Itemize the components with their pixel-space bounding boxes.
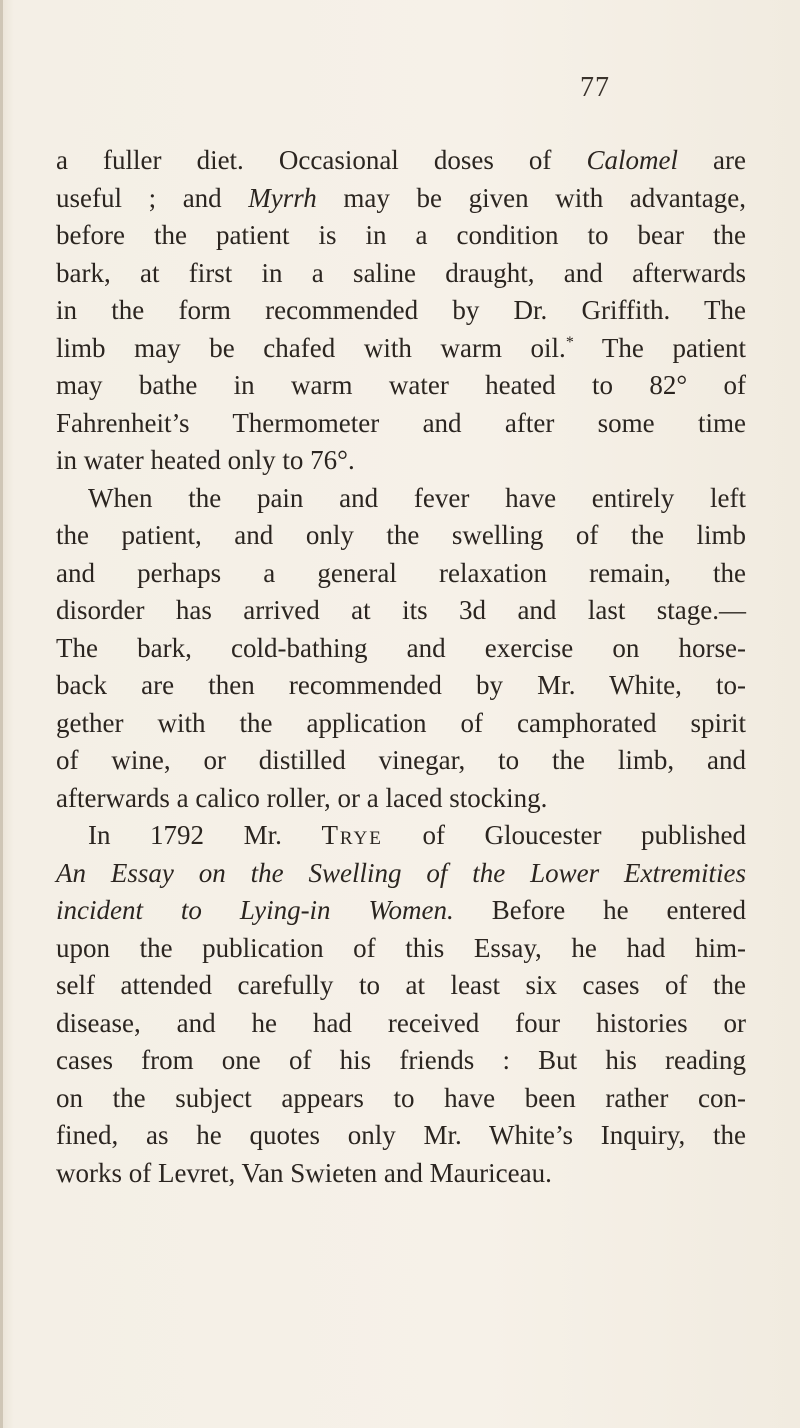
text-run: before the patient is in a condition to bear the — [56, 220, 746, 250]
text-run: of wine, or distilled vinegar, to the limb, and — [56, 745, 746, 775]
text-run: in the form recommended by Dr. Griffith. The — [56, 295, 746, 325]
body-text — [56, 142, 746, 1192]
text-line — [56, 480, 746, 518]
text-line — [56, 517, 746, 555]
text-line — [56, 855, 746, 893]
text-line — [56, 405, 746, 443]
text-line — [56, 1080, 746, 1118]
text-line — [56, 255, 746, 293]
text-run: In 1792 Mr. — [88, 820, 322, 850]
footnote-marker: * — [565, 333, 574, 351]
text-run: afterwards a calico roller, or a laced stocking. — [56, 782, 548, 813]
text-run: may be given with advantage, — [316, 182, 746, 213]
text-line — [56, 330, 746, 368]
italic-text: Myrrh — [248, 182, 317, 213]
text-run: back are then recommended by Mr. White, to- — [56, 670, 746, 700]
text-line — [56, 930, 746, 968]
text-line — [56, 742, 746, 780]
text-run: upon the publication of this Essay, he had him- — [56, 932, 746, 963]
text-run: and perhaps a general relaxation remain, the — [56, 557, 746, 588]
text-line — [56, 705, 746, 743]
text-run: of Gloucester published — [382, 820, 747, 850]
text-run: The bark, cold-bathing and exercise on horse- — [56, 632, 746, 663]
italic-text: Calomel — [586, 145, 678, 175]
text-run: limb may be chafed with warm oil. — [56, 332, 566, 363]
text-run: a fuller diet. Occasional doses of — [56, 145, 587, 175]
italic-text: incident to Lying-in Women. — [56, 895, 454, 925]
page-edge — [0, 0, 3, 1428]
italic-text: An Essay on the Swelling of the Lower Extremities — [56, 857, 746, 888]
text-run: works of Levret, Van Swieten and Mauriceau. — [56, 1157, 552, 1188]
text-run: are — [677, 145, 747, 175]
text-run: useful ; and — [56, 182, 249, 213]
text-run: bark, at first in a saline draught, and afterwards — [56, 257, 746, 288]
text-run: disease, and he had received four histories or — [56, 1007, 746, 1038]
text-run: on the subject appears to have been rather con- — [56, 1082, 746, 1113]
text-run: may bathe in warm water heated to 82° of — [56, 370, 746, 400]
text-line — [56, 667, 746, 705]
page-number: 77 — [580, 72, 610, 103]
text-line — [56, 217, 746, 255]
text-line — [56, 592, 746, 630]
text-run: Fahrenheit’s Thermometer and after some time — [56, 407, 746, 438]
text-run: The patient — [573, 332, 746, 363]
text-line — [56, 817, 746, 855]
text-run: cases from one of his friends : But his reading — [56, 1045, 746, 1075]
text-line — [56, 630, 746, 668]
text-line — [56, 1005, 746, 1043]
text-line — [56, 142, 746, 180]
text-line — [56, 1117, 746, 1155]
text-run: the patient, and only the swelling of the limb — [56, 520, 746, 550]
text-run: gether with the application of camphorated spirit — [56, 707, 746, 738]
text-run: fined, as he quotes only Mr. White’s Inquiry, the — [56, 1120, 746, 1150]
text-run: disorder has arrived at its 3d and last stage.— — [56, 595, 746, 625]
text-line — [56, 780, 746, 818]
text-line — [56, 892, 746, 930]
text-line — [56, 967, 746, 1005]
text-run: Before he entered — [453, 895, 746, 925]
text-line — [56, 292, 746, 330]
author-name: Trye — [321, 820, 383, 850]
text-run: When the pain and fever have entirely left — [88, 482, 746, 513]
text-line — [56, 1042, 746, 1080]
text-line — [56, 1155, 746, 1193]
text-line — [56, 555, 746, 593]
text-line — [56, 180, 746, 218]
text-run: self attended carefully to at least six cases of the — [56, 970, 746, 1000]
text-run: in water heated only to 76°. — [56, 445, 355, 475]
text-line — [56, 442, 746, 480]
text-line — [56, 367, 746, 405]
